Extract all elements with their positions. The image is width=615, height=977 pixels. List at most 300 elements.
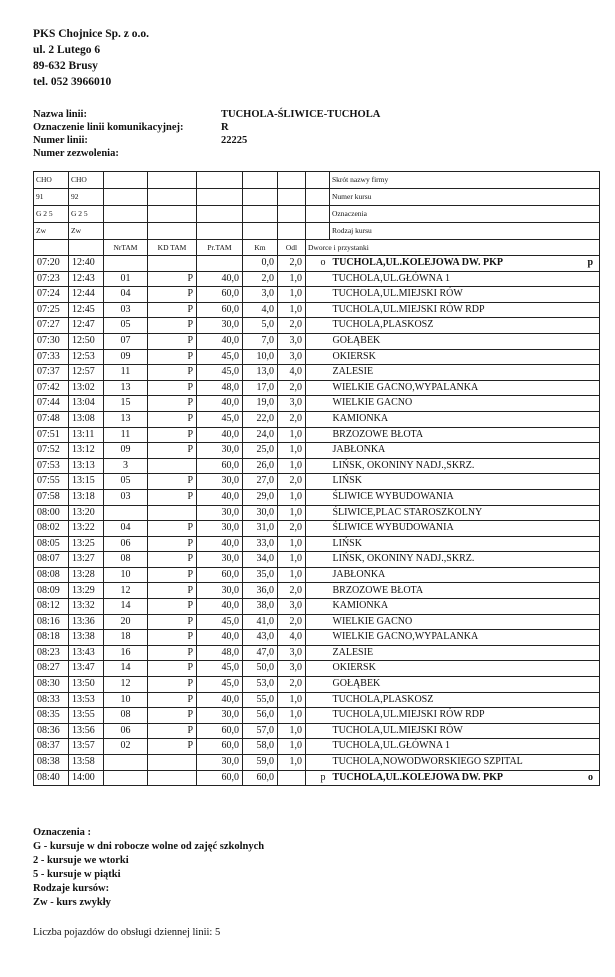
- stop-cell: [330, 365, 600, 381]
- nr-tam-cell: [104, 256, 148, 272]
- kd-tam-cell: P: [148, 708, 197, 724]
- pr-tam-cell: 40,0: [197, 271, 243, 287]
- nr-tam-cell: 13: [104, 411, 148, 427]
- table-row: [34, 427, 600, 443]
- nr-tam-cell: 05: [104, 474, 148, 490]
- km-cell: 5,0: [243, 318, 278, 334]
- stop-end-flag: p: [587, 257, 593, 268]
- nr-tam-cell: 06: [104, 536, 148, 552]
- stop-cell: [330, 708, 600, 724]
- odl-cell: 2,0: [278, 318, 306, 334]
- kd-tam-cell: P: [148, 287, 197, 303]
- table-row: [34, 739, 600, 755]
- time-back-cell: 13:43: [69, 645, 104, 661]
- table-row: [34, 770, 600, 786]
- pr-tam-cell: 60,0: [197, 302, 243, 318]
- stop-flag-cell: [306, 318, 330, 334]
- table-row: [34, 489, 600, 505]
- stop-name: LIŃSK: [332, 537, 362, 549]
- km-cell: 10,0: [243, 349, 278, 365]
- kd-tam-cell: P: [148, 365, 197, 381]
- nr-tam-cell: 18: [104, 630, 148, 646]
- stop-cell: [330, 677, 600, 693]
- stop-name: KAMIONKA: [332, 600, 389, 612]
- time-out-cell: 08:09: [34, 583, 69, 599]
- stop-cell: [330, 349, 600, 365]
- km-cell: 17,0: [243, 380, 278, 396]
- legend-line: 2 - kursuje we wtorki: [33, 855, 129, 866]
- table-row: [34, 723, 600, 739]
- company-street: ul. 2 Lutego 6: [33, 44, 101, 56]
- km-cell: 25,0: [243, 443, 278, 459]
- odl-cell: 1,0: [278, 458, 306, 474]
- time-out-cell: 07:27: [34, 318, 69, 334]
- pr-tam-cell: [197, 256, 243, 272]
- nr-tam-cell: [104, 505, 148, 521]
- odl-cell: 4,0: [278, 365, 306, 381]
- odl-cell: 1,0: [278, 271, 306, 287]
- legend-line: Oznaczenia :: [33, 827, 92, 838]
- odl-cell: 1,0: [278, 552, 306, 568]
- table-row: [34, 302, 600, 318]
- time-back-cell: 13:27: [69, 552, 104, 568]
- nr-tam-cell: 04: [104, 521, 148, 537]
- time-back-cell: 13:36: [69, 614, 104, 630]
- odl-cell: 1,0: [278, 723, 306, 739]
- stop-name: WIELKIE GACNO: [332, 615, 413, 627]
- time-out-cell: 08:16: [34, 614, 69, 630]
- stop-cell: [330, 505, 600, 521]
- time-back-cell: 13:47: [69, 661, 104, 677]
- col-nr-tam: NrTAM: [104, 240, 148, 256]
- time-out-cell: 08:07: [34, 552, 69, 568]
- odl-cell: 1,0: [278, 536, 306, 552]
- km-cell: 29,0: [243, 489, 278, 505]
- table-row: [34, 677, 600, 693]
- stop-cell: [330, 536, 600, 552]
- legend-line: Rodzaje kursów:: [33, 883, 110, 894]
- time-out-cell: 07:48: [34, 411, 69, 427]
- km-cell: 30,0: [243, 505, 278, 521]
- line-designation-value: R: [221, 122, 229, 133]
- table-row: [34, 755, 600, 771]
- time-back-cell: 13:08: [69, 411, 104, 427]
- company-city: 89-632 Brusy: [33, 60, 98, 72]
- time-back-cell: 12:44: [69, 287, 104, 303]
- stop-cell: [330, 318, 600, 334]
- stop-flag-cell: [306, 567, 330, 583]
- legend-line: Zw - kurs zwykły: [33, 897, 111, 908]
- stop-flag-cell: [306, 677, 330, 693]
- stop-cell: [330, 443, 600, 459]
- stop-name: JABŁONKA: [332, 568, 386, 580]
- nr-tam-cell: 01: [104, 271, 148, 287]
- nr-tam-cell: 10: [104, 692, 148, 708]
- kd-tam-cell: P: [148, 302, 197, 318]
- stop-flag-cell: [306, 692, 330, 708]
- kd-tam-cell: P: [148, 427, 197, 443]
- stop-cell: [330, 489, 600, 505]
- time-back-cell: 13:28: [69, 567, 104, 583]
- table-row: [34, 287, 600, 303]
- odl-cell: 3,0: [278, 661, 306, 677]
- stop-name: TUCHOLA,UL.MIEJSKI RÓW: [332, 288, 463, 300]
- col-kd-tam: KD TAM: [148, 240, 197, 256]
- stop-cell: [330, 333, 600, 349]
- stop-name: TUCHOLA,PLASKOSZ: [332, 693, 434, 705]
- kd-tam-cell: P: [148, 614, 197, 630]
- odl-cell: 2,0: [278, 614, 306, 630]
- stop-name: BRZOZOWE BŁOTA: [332, 584, 424, 596]
- time-back-cell: 13:38: [69, 630, 104, 646]
- stop-cell: [330, 552, 600, 568]
- nr-tam-cell: [104, 755, 148, 771]
- stop-cell: [330, 256, 600, 272]
- legend-line: G - kursuje w dni robocze wolne od zajęć szkolnych: [33, 841, 265, 852]
- odl-cell: 1,0: [278, 443, 306, 459]
- kd-tam-cell: P: [148, 349, 197, 365]
- kd-tam-cell: [148, 505, 197, 521]
- table-row: [34, 521, 600, 537]
- nr-tam-cell: 12: [104, 583, 148, 599]
- time-out-cell: 07:42: [34, 380, 69, 396]
- kd-tam-cell: [148, 755, 197, 771]
- pr-tam-cell: 45,0: [197, 677, 243, 693]
- nr-tam-cell: 09: [104, 349, 148, 365]
- nr-tam-cell: 03: [104, 489, 148, 505]
- stop-name: OKIERSK: [332, 662, 376, 674]
- odl-cell: [278, 770, 306, 786]
- km-cell: 34,0: [243, 552, 278, 568]
- col-km: Km: [243, 240, 278, 256]
- km-cell: 24,0: [243, 427, 278, 443]
- nr-tam-cell: [104, 770, 148, 786]
- time-out-cell: 08:27: [34, 661, 69, 677]
- time-out-cell: 08:00: [34, 505, 69, 521]
- pr-tam-cell: 30,0: [197, 552, 243, 568]
- nr-tam-cell: 12: [104, 677, 148, 693]
- time-out-cell: 07:44: [34, 396, 69, 412]
- kd-tam-cell: P: [148, 645, 197, 661]
- stop-flag-cell: [306, 739, 330, 755]
- column-header-row: [34, 240, 600, 256]
- time-back-cell: 13:55: [69, 708, 104, 724]
- stop-name: TUCHOLA,UL.MIEJSKI RÓW RDP: [332, 303, 485, 315]
- stop-cell: [330, 380, 600, 396]
- pr-tam-cell: 30,0: [197, 583, 243, 599]
- time-out-cell: 08:38: [34, 755, 69, 771]
- time-back-cell: 13:12: [69, 443, 104, 459]
- legend: [33, 826, 264, 910]
- stop-cell: [330, 396, 600, 412]
- odl-cell: 2,0: [278, 474, 306, 490]
- kd-tam-cell: P: [148, 661, 197, 677]
- nr-tam-cell: 03: [104, 302, 148, 318]
- stop-name: WIELKIE GACNO,WYPALANKA: [332, 381, 479, 393]
- stop-flag-cell: [306, 287, 330, 303]
- km-cell: 2,0: [243, 271, 278, 287]
- nr-tam-cell: 07: [104, 333, 148, 349]
- kd-tam-cell: P: [148, 739, 197, 755]
- pr-tam-cell: 40,0: [197, 427, 243, 443]
- pr-tam-cell: 48,0: [197, 380, 243, 396]
- nr-tam-cell: 09: [104, 443, 148, 459]
- header-row: [34, 206, 600, 223]
- odl-cell: 4,0: [278, 630, 306, 646]
- stop-flag-cell: o: [306, 256, 330, 272]
- time-back-cell: 13:20: [69, 505, 104, 521]
- stop-flag-cell: [306, 411, 330, 427]
- stop-cell: [330, 692, 600, 708]
- line-number-label: Numer linii:: [33, 135, 88, 146]
- pr-tam-cell: 45,0: [197, 411, 243, 427]
- time-out-cell: 08:30: [34, 677, 69, 693]
- time-back-cell: 13:22: [69, 521, 104, 537]
- time-back-cell: 12:43: [69, 271, 104, 287]
- km-cell: 3,0: [243, 287, 278, 303]
- stop-cell: [330, 755, 600, 771]
- km-cell: 0,0: [243, 256, 278, 272]
- stop-name: LIŃSK, OKONINY NADJ.,SKRZ.: [332, 553, 475, 565]
- header-cell: CHO: [34, 172, 69, 189]
- odl-cell: 2,0: [278, 583, 306, 599]
- time-out-cell: 08:08: [34, 567, 69, 583]
- header-cell: G 2 5: [69, 206, 104, 223]
- km-cell: 7,0: [243, 333, 278, 349]
- kd-tam-cell: P: [148, 692, 197, 708]
- stop-end-flag: o: [588, 771, 593, 783]
- table-row: [34, 365, 600, 381]
- col-pr-tam: Pr.TAM: [197, 240, 243, 256]
- km-cell: 38,0: [243, 599, 278, 615]
- odl-cell: 1,0: [278, 427, 306, 443]
- nr-tam-cell: 15: [104, 396, 148, 412]
- timetable: [33, 171, 600, 786]
- nr-tam-cell: 02: [104, 739, 148, 755]
- pr-tam-cell: 45,0: [197, 661, 243, 677]
- time-back-cell: 13:18: [69, 489, 104, 505]
- header-desc: Numer kursu: [330, 189, 600, 206]
- time-out-cell: 07:55: [34, 474, 69, 490]
- header-cell: Zw: [69, 223, 104, 240]
- table-row: [34, 458, 600, 474]
- km-cell: 27,0: [243, 474, 278, 490]
- pr-tam-cell: 60,0: [197, 739, 243, 755]
- nr-tam-cell: 06: [104, 723, 148, 739]
- kd-tam-cell: P: [148, 318, 197, 334]
- odl-cell: 2,0: [278, 411, 306, 427]
- stop-name: TUCHOLA,PLASKOSZ: [332, 319, 434, 331]
- stop-flag-cell: p: [306, 770, 330, 786]
- odl-cell: 1,0: [278, 755, 306, 771]
- stop-flag-cell: [306, 365, 330, 381]
- km-cell: 50,0: [243, 661, 278, 677]
- stop-flag-cell: [306, 349, 330, 365]
- table-row: [34, 692, 600, 708]
- stop-flag-cell: [306, 333, 330, 349]
- time-out-cell: 08:33: [34, 692, 69, 708]
- pr-tam-cell: 40,0: [197, 630, 243, 646]
- stop-flag-cell: [306, 708, 330, 724]
- header-desc: Skrót nazwy firmy: [330, 172, 600, 189]
- header-desc: Oznaczenia: [330, 206, 600, 223]
- stop-cell: [330, 583, 600, 599]
- km-cell: 59,0: [243, 755, 278, 771]
- stop-flag-cell: [306, 427, 330, 443]
- stop-name: ŚLIWICE WYBUDOWANIA: [332, 490, 454, 502]
- stop-cell: [330, 599, 600, 615]
- time-back-cell: 13:50: [69, 677, 104, 693]
- stop-flag-cell: [306, 302, 330, 318]
- stop-cell: [330, 427, 600, 443]
- stop-cell: [330, 739, 600, 755]
- stop-flag-cell: [306, 489, 330, 505]
- stop-name: TUCHOLA,NOWODWORSKIEGO SZPITAL: [332, 756, 523, 768]
- company-phone: tel. 052 3966010: [33, 76, 112, 88]
- time-back-cell: 13:32: [69, 599, 104, 615]
- kd-tam-cell: P: [148, 583, 197, 599]
- odl-cell: 3,0: [278, 599, 306, 615]
- stop-flag-cell: [306, 505, 330, 521]
- odl-cell: 2,0: [278, 677, 306, 693]
- stop-cell: [330, 723, 600, 739]
- header-row: [34, 172, 600, 189]
- nr-tam-cell: 13: [104, 380, 148, 396]
- time-out-cell: 08:18: [34, 630, 69, 646]
- table-row: [34, 567, 600, 583]
- table-row: [34, 333, 600, 349]
- table-row: [34, 411, 600, 427]
- table-row: [34, 443, 600, 459]
- km-cell: 57,0: [243, 723, 278, 739]
- time-out-cell: 07:51: [34, 427, 69, 443]
- company-header: [33, 26, 149, 90]
- time-back-cell: 14:00: [69, 770, 104, 786]
- stop-name: BRZOZOWE BŁOTA: [332, 428, 424, 440]
- stop-flag-cell: [306, 536, 330, 552]
- time-out-cell: 08:35: [34, 708, 69, 724]
- pr-tam-cell: 60,0: [197, 723, 243, 739]
- odl-cell: 1,0: [278, 287, 306, 303]
- pr-tam-cell: 60,0: [197, 567, 243, 583]
- table-row: [34, 349, 600, 365]
- pr-tam-cell: 40,0: [197, 536, 243, 552]
- stop-name: LIŃSK: [332, 475, 362, 487]
- stop-name: TUCHOLA,UL.KOLEJOWA DW. PKP: [332, 257, 503, 269]
- stop-cell: [330, 645, 600, 661]
- pr-tam-cell: 60,0: [197, 770, 243, 786]
- kd-tam-cell: P: [148, 677, 197, 693]
- stop-cell: [330, 770, 600, 786]
- stop-flag-cell: [306, 630, 330, 646]
- odl-cell: 3,0: [278, 349, 306, 365]
- stop-name: TUCHOLA,UL.MIEJSKI RÓW: [332, 724, 463, 736]
- vehicle-count: Liczba pojazdów do obsługi dziennej linii: 5: [33, 927, 221, 938]
- stop-name: GOŁĄBEK: [332, 335, 381, 347]
- stop-name: TUCHOLA,UL.KOLEJOWA DW. PKP: [332, 771, 503, 783]
- nr-tam-cell: 16: [104, 645, 148, 661]
- stop-cell: [330, 458, 600, 474]
- stop-cell: [330, 271, 600, 287]
- stop-cell: [330, 630, 600, 646]
- time-out-cell: 08:23: [34, 645, 69, 661]
- time-back-cell: 13:11: [69, 427, 104, 443]
- header-desc: Rodzaj kursu: [330, 223, 600, 240]
- kd-tam-cell: P: [148, 443, 197, 459]
- time-back-cell: 13:56: [69, 723, 104, 739]
- table-row: [34, 505, 600, 521]
- time-out-cell: 08:02: [34, 521, 69, 537]
- stop-name: WIELKIE GACNO: [332, 397, 413, 409]
- km-cell: 19,0: [243, 396, 278, 412]
- stop-cell: [330, 614, 600, 630]
- table-row: [34, 708, 600, 724]
- stop-cell: [330, 302, 600, 318]
- table-row: [34, 536, 600, 552]
- km-cell: 53,0: [243, 677, 278, 693]
- time-back-cell: 12:40: [69, 256, 104, 272]
- time-back-cell: 13:15: [69, 474, 104, 490]
- time-out-cell: 08:40: [34, 770, 69, 786]
- stop-name: LIŃSK, OKONINY NADJ.,SKRZ.: [332, 459, 475, 471]
- pr-tam-cell: 45,0: [197, 365, 243, 381]
- stop-flag-cell: [306, 723, 330, 739]
- table-row: [34, 599, 600, 615]
- nr-tam-cell: 08: [104, 552, 148, 568]
- company-name: PKS Chojnice Sp. z o.o.: [33, 28, 149, 40]
- time-back-cell: 13:53: [69, 692, 104, 708]
- time-back-cell: 13:02: [69, 380, 104, 396]
- header-cell: 91: [34, 189, 69, 206]
- stop-cell: [330, 567, 600, 583]
- kd-tam-cell: P: [148, 723, 197, 739]
- time-out-cell: 07:24: [34, 287, 69, 303]
- km-cell: 41,0: [243, 614, 278, 630]
- time-back-cell: 13:57: [69, 739, 104, 755]
- kd-tam-cell: P: [148, 489, 197, 505]
- line-designation-label: Oznaczenie linii komunikacyjnej:: [33, 122, 184, 133]
- table-row: [34, 256, 600, 272]
- line-permit-label: Numer zezwolenia:: [33, 148, 119, 159]
- kd-tam-cell: [148, 458, 197, 474]
- stop-name: ZALESIE: [332, 366, 374, 378]
- header-cell: Zw: [34, 223, 69, 240]
- stop-cell: [330, 411, 600, 427]
- table-row: [34, 271, 600, 287]
- km-cell: 33,0: [243, 536, 278, 552]
- stop-flag-cell: [306, 380, 330, 396]
- pr-tam-cell: 40,0: [197, 692, 243, 708]
- header-cell: CHO: [69, 172, 104, 189]
- odl-cell: 1,0: [278, 489, 306, 505]
- kd-tam-cell: P: [148, 552, 197, 568]
- odl-cell: 3,0: [278, 396, 306, 412]
- odl-cell: 1,0: [278, 567, 306, 583]
- stop-name: JABŁONKA: [332, 444, 386, 456]
- stop-flag-cell: [306, 458, 330, 474]
- pr-tam-cell: 40,0: [197, 396, 243, 412]
- kd-tam-cell: P: [148, 599, 197, 615]
- nr-tam-cell: 11: [104, 365, 148, 381]
- pr-tam-cell: 30,0: [197, 708, 243, 724]
- kd-tam-cell: P: [148, 521, 197, 537]
- stop-name: ŚLIWICE,PLAC STAROSZKOLNY: [332, 506, 483, 518]
- time-out-cell: 07:52: [34, 443, 69, 459]
- km-cell: 36,0: [243, 583, 278, 599]
- pr-tam-cell: 30,0: [197, 318, 243, 334]
- header-row: [34, 223, 600, 240]
- kd-tam-cell: P: [148, 474, 197, 490]
